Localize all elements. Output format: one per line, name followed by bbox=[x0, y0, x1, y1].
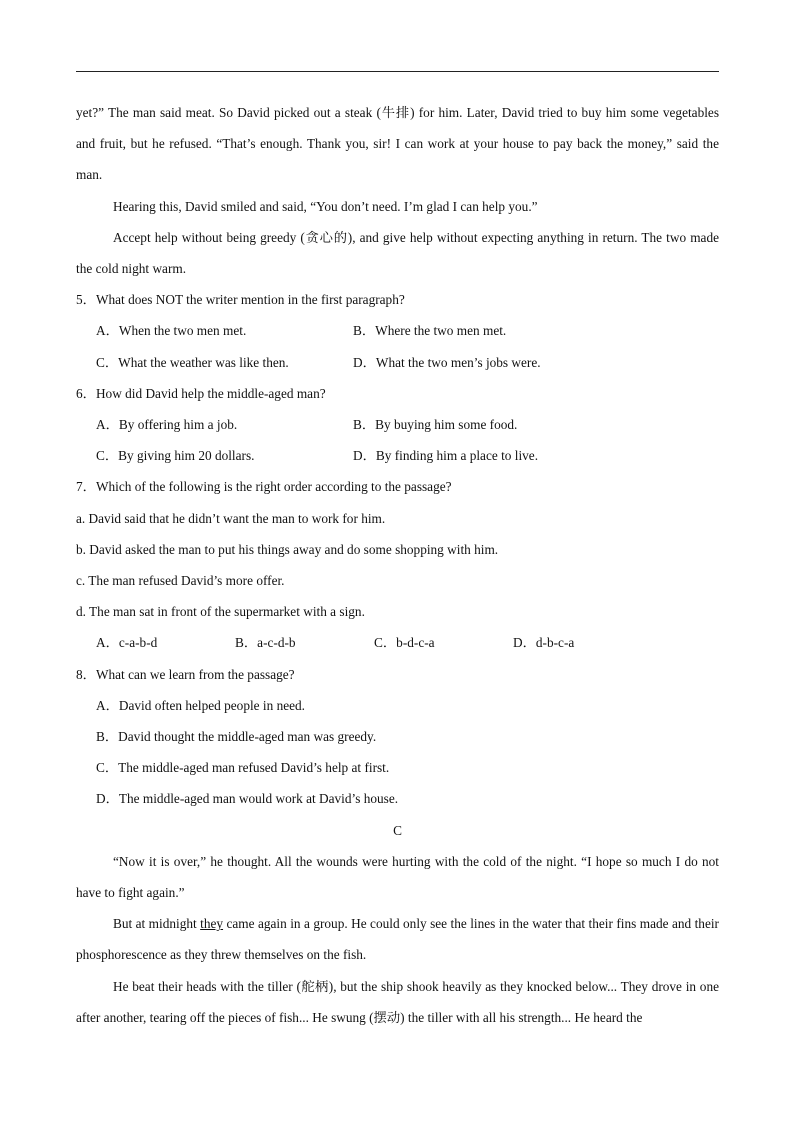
question-5-option-d: D．What the two men’s jobs were. bbox=[353, 354, 541, 370]
question-5-option-c: C．What the weather was like then. bbox=[96, 354, 289, 370]
question-7-option-b: B．a-c-d-b bbox=[235, 635, 296, 651]
question-8-stem: 8．What can we learn from the passage? bbox=[76, 666, 295, 682]
question-5-options-row-2 bbox=[76, 347, 719, 378]
passage-c-paragraph-1: “Now it is over,” he thought. All the wounds were hurting with the cold of the night. “I hope so much I do not have to fight again.” bbox=[76, 853, 719, 901]
passage-c-paragraph-2-start: But at midnight bbox=[113, 916, 201, 932]
question-7-option-a: A．c-a-b-d bbox=[96, 635, 158, 651]
question-6-option-d: D．By finding him a place to live. bbox=[353, 448, 539, 464]
question-5-option-b: B．Where the two men met. bbox=[353, 323, 507, 339]
question-8-option-c: C．The middle-aged man refused David’s help at first. bbox=[96, 760, 390, 776]
passage-c-paragraph-2 bbox=[76, 908, 719, 970]
question-5-options-row-1 bbox=[76, 315, 719, 346]
passage-c-paragraph-2-end: came again in a group. He could only see the lines in the water that their fins made and their phosphorescence as they threw themselves on the fish. bbox=[76, 916, 719, 963]
passage-c-heading: C bbox=[393, 822, 402, 838]
question-7-event-c: c. The man refused David’s more offer. bbox=[76, 573, 285, 589]
question-8-option-a: A．David often helped people in need. bbox=[96, 697, 305, 713]
question-7-event-b: b. David asked the man to put his things away and do some shopping with him. bbox=[76, 541, 499, 557]
question-7-event-d: d. The man sat in front of the supermarket with a sign. bbox=[76, 604, 365, 620]
question-7-stem: 7．Which of the following is the right order according to the passage? bbox=[76, 479, 452, 495]
header-rule bbox=[76, 71, 719, 72]
passage-c-paragraph-3: He beat their heads with the tiller (舵柄), but the ship shook heavily as they knocked below... They drove in one after another, tearing off the pieces of fish... He swung (摆动) the tiller with all his strength... He heard the bbox=[76, 978, 719, 1025]
question-8-option-b: B．David thought the middle-aged man was greedy. bbox=[96, 729, 377, 745]
question-8-option-d: D．The middle-aged man would work at David’s house. bbox=[96, 791, 399, 807]
passage-b-paragraph-1: yet?” The man said meat. So David picked out a steak (牛排) for him. Later, David tried to buy him some vegetables and fruit, but he refused. “That’s enough. Thank you, sir! I can work at your house to pay back the money,” said the man. bbox=[76, 105, 719, 183]
question-7-options-row bbox=[76, 627, 719, 658]
question-6-stem: 6．How did David help the middle-aged man? bbox=[76, 385, 326, 401]
underlined-word-they: they bbox=[200, 916, 224, 932]
question-6-option-a: A．By offering him a job. bbox=[96, 417, 238, 433]
question-6-option-b: B．By buying him some food. bbox=[353, 417, 518, 433]
question-5-option-a: A．When the two men met. bbox=[96, 323, 247, 339]
question-6-options-row-1 bbox=[76, 409, 719, 440]
passage-b-paragraph-2: Hearing this, David smiled and said, “You don’t need. I’m glad I can help you.” bbox=[113, 198, 538, 214]
passage-b-paragraph-3: Accept help without being greedy (贪心的), and give help without expecting anything in return. The two made the cold night warm. bbox=[76, 229, 719, 277]
question-6-options-row-2 bbox=[76, 440, 719, 471]
question-7-event-a: a. David said that he didn’t want the man to work for him. bbox=[76, 510, 386, 526]
question-7-option-d: D．d-b-c-a bbox=[513, 635, 575, 651]
question-6-option-c: C．By giving him 20 dollars. bbox=[96, 448, 255, 464]
question-5-stem: 5．What does NOT the writer mention in the first paragraph? bbox=[76, 292, 405, 308]
document-page bbox=[76, 97, 719, 1033]
question-7-option-c: C．b-d-c-a bbox=[374, 635, 435, 651]
